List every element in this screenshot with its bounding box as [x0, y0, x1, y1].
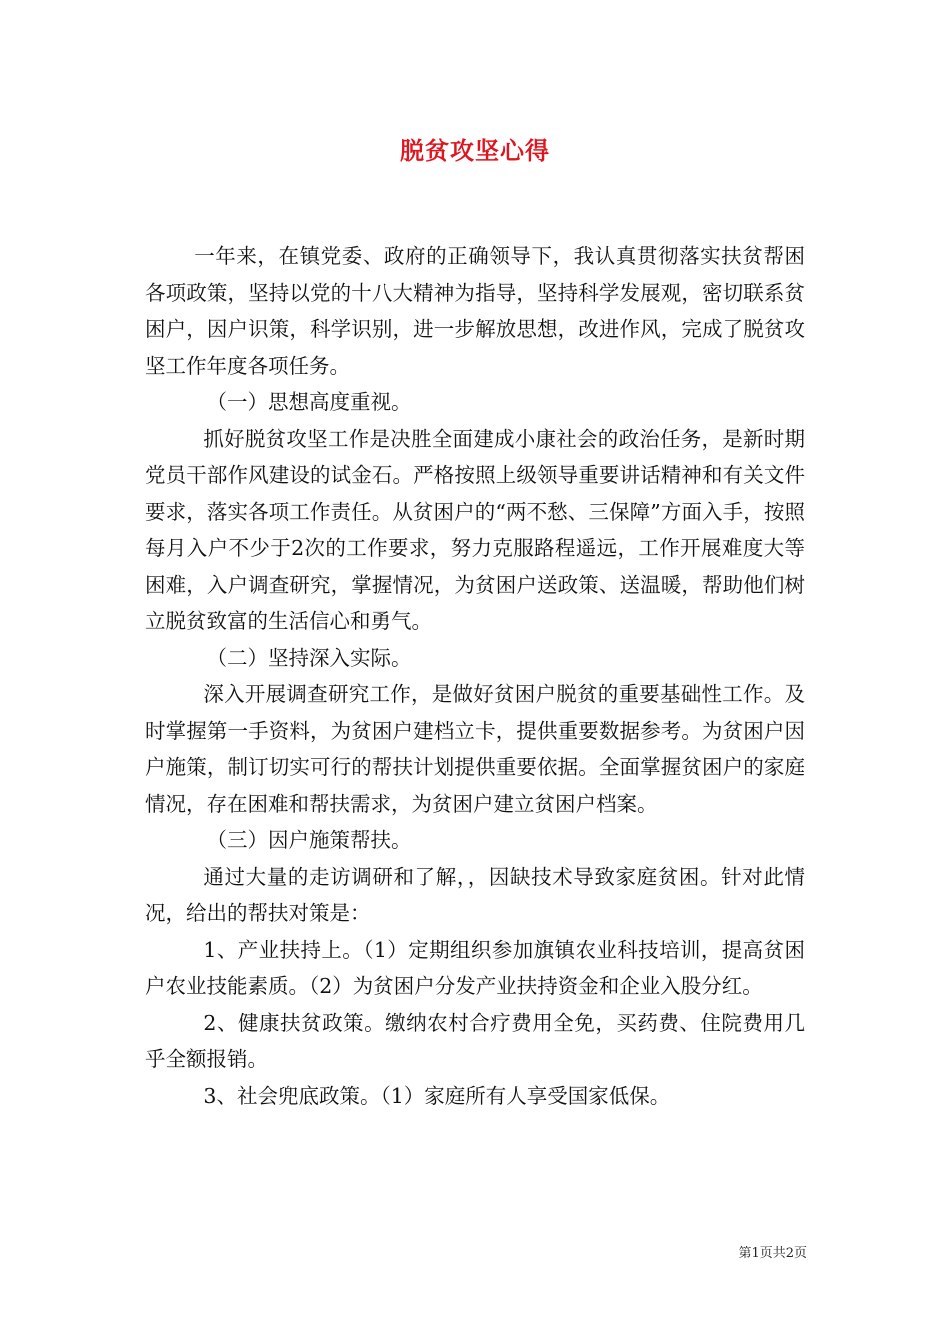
page-number-footer: 第1页共2页	[738, 1246, 807, 1261]
section-heading-2: （二）坚持深入实际。	[206, 645, 412, 670]
list-item-3: 3、社会兜底政策。（1）家庭所有人享受国家低保。	[203, 1083, 671, 1108]
section-heading-3: （三）因户施策帮扶。	[206, 828, 412, 852]
paragraph-section-3: 通过大量的走访调研和了解，，因缺技术导致家庭贫困。针对此情况，给出的帮扶对策是：	[145, 864, 805, 925]
paragraph-section-2: 深入开展调查研究工作，是做好贫困户脱贫的重要基础性工作。及时掌握第一手资料，为贫困户建档立卡，提供重要数据参考。为贫困户因户施策，制订切实可行的帮扶计划提供重要依据。全面掌握贫困户的家庭情况，存在困难和帮扶需求，为贫困户建立贫困户档案。	[145, 682, 805, 816]
paragraph-intro: 一年来，在镇党委、政府的正确领导下，我认真贯彻落实扶贫帮困各项政策，坚持以党的十八大精神为指导，坚持科学发展观，密切联系贫困户，因户识策，科学识别，进一步解放思想，改进作风，完成了脱贫攻坚工作年度各项任务。	[145, 244, 805, 378]
paragraph-section-1: 抓好脱贫攻坚工作是决胜全面建成小康社会的政治任务，是新时期党员干部作风建设的试金石。严格按照上级领导重要讲话精神和有关文件要求，落实各项工作责任。从贫困户的“两不愁、三保障”方面入手，按照每月入户不少于2次的工作要求，努力克服路程遥远，工作开展难度大等困难，入户调查研究，掌握情况，为贫困户送政策、送温暖，帮助他们树立脱贫致富的生活信心和勇气。	[145, 426, 805, 633]
document-body	[145, 238, 805, 1114]
list-item-1: 1、产业扶持上。（1）定期组织参加旗镇农业科技培训，提高贫困户农业技能素质。（2）为贫困户分发产业扶持资金和企业入股分红。	[145, 937, 805, 998]
document-title: 脱贫攻坚心得	[400, 137, 550, 165]
list-item-2: 2、健康扶贫政策。缴纳农村合疗费用全免，买药费、住院费用几乎全额报销。	[145, 1010, 805, 1071]
section-heading-1: （一）思想高度重视。	[206, 390, 412, 414]
